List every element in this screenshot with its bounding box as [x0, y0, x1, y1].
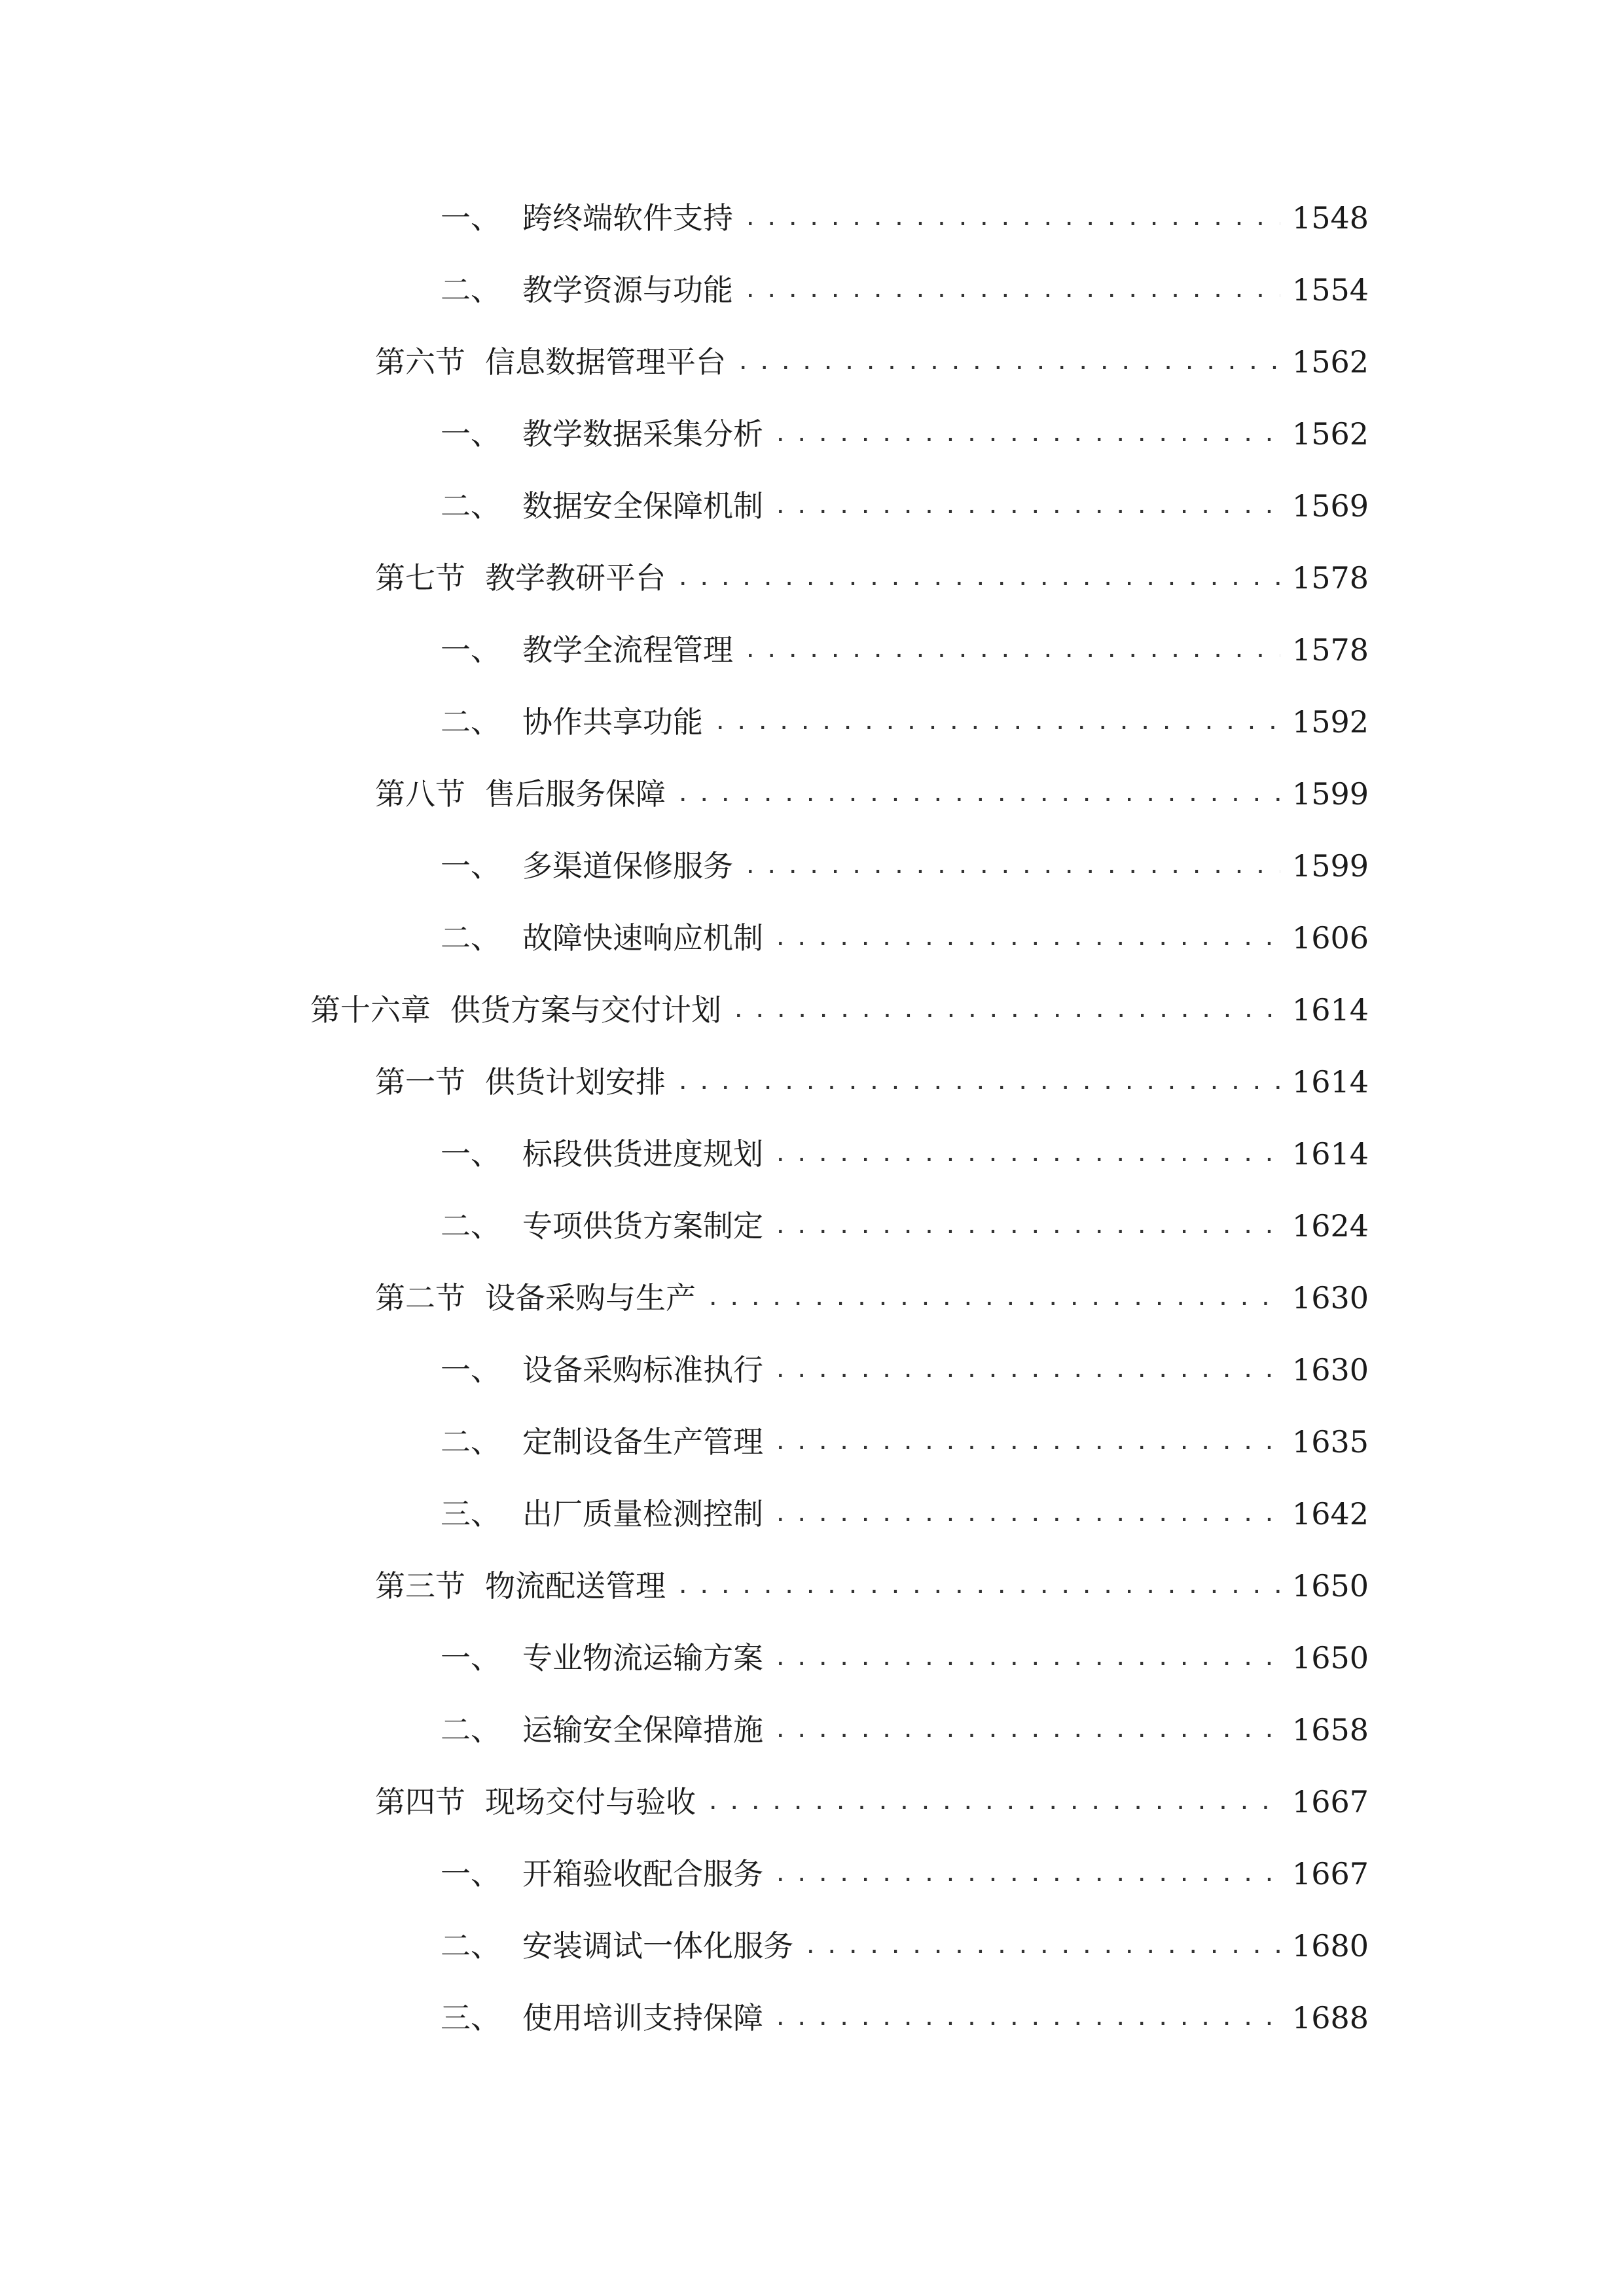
toc-entry-page-number: 1614	[1291, 1136, 1369, 1172]
dot-leader	[793, 1923, 1280, 1969]
toc-entry-page-number: 1562	[1291, 344, 1369, 380]
toc-entry-title: 物流配送管理	[485, 1568, 666, 1604]
toc-entry-page-number: 1667	[1291, 1784, 1369, 1820]
toc-entry-number: 一、	[441, 1640, 501, 1676]
toc-entry[interactable]	[441, 627, 1369, 673]
toc-entry-title: 设备采购标准执行	[522, 1352, 763, 1388]
toc-entry[interactable]	[441, 1707, 1369, 1753]
dot-leader	[733, 267, 1280, 313]
toc-entry-number: 第七节	[375, 560, 465, 596]
toc-entry-page-number: 1606	[1291, 920, 1369, 956]
toc-entry-number: 二、	[441, 1712, 501, 1748]
toc-entry-page-number: 1599	[1291, 848, 1369, 884]
toc-entry[interactable]	[441, 1131, 1369, 1177]
toc-entry-title: 教学全流程管理	[522, 632, 733, 668]
dot-leader	[763, 1635, 1280, 1681]
toc-entry-title: 跨终端软件支持	[522, 200, 733, 236]
dot-leader	[666, 555, 1280, 601]
toc-entry[interactable]	[375, 1275, 1369, 1321]
toc-entry[interactable]	[441, 699, 1369, 745]
toc-entry-title: 标段供货进度规划	[522, 1136, 763, 1172]
toc-entry-title: 教学数据采集分析	[522, 416, 763, 452]
toc-entry[interactable]	[441, 195, 1369, 241]
toc-entry-title: 教学教研平台	[485, 560, 666, 596]
dot-leader	[726, 339, 1280, 385]
toc-entry-page-number: 1680	[1291, 1928, 1369, 1964]
toc-entry-number: 二、	[441, 1208, 501, 1244]
toc-entry[interactable]	[441, 1491, 1369, 1537]
toc-entry-title: 专项供货方案制定	[522, 1208, 763, 1244]
toc-entry-page-number: 1578	[1291, 632, 1369, 668]
toc-entry-number: 二、	[441, 488, 501, 524]
toc-entry[interactable]	[441, 1851, 1369, 1897]
toc-entry-number: 第一节	[375, 1064, 465, 1100]
toc-entry-title: 信息数据管理平台	[485, 344, 726, 380]
toc-entry-title: 供货方案与交付计划	[450, 992, 721, 1028]
dot-leader	[763, 1347, 1280, 1393]
dot-leader	[763, 1851, 1280, 1897]
dot-leader	[696, 1779, 1280, 1825]
toc-entry-number: 三、	[441, 2000, 501, 2036]
toc-entry-number: 三、	[441, 1496, 501, 1532]
dot-leader	[733, 843, 1280, 889]
toc-entry-title: 设备采购与生产	[485, 1280, 696, 1316]
dot-leader	[763, 483, 1280, 529]
toc-entry[interactable]	[441, 1203, 1369, 1249]
toc-entry[interactable]	[375, 1059, 1369, 1105]
toc-entry-number: 第十六章	[310, 992, 431, 1028]
toc-entry-page-number: 1592	[1291, 704, 1369, 740]
toc-entry-title: 安装调试一体化服务	[522, 1928, 793, 1964]
toc-entry-page-number: 1624	[1291, 1208, 1369, 1244]
toc-entry-title: 协作共享功能	[522, 704, 703, 740]
toc-chapter-entry[interactable]	[310, 987, 1369, 1033]
toc-entry-number: 二、	[441, 920, 501, 956]
toc-entry[interactable]	[441, 267, 1369, 313]
toc-entry-number: 二、	[441, 272, 501, 308]
toc-entry-number: 二、	[441, 1928, 501, 1964]
toc-entry[interactable]	[375, 1779, 1369, 1825]
toc-entry-number: 一、	[441, 1352, 501, 1388]
toc-entry-title: 故障快速响应机制	[522, 920, 763, 956]
toc-entry-page-number: 1578	[1291, 560, 1369, 596]
toc-entry[interactable]	[441, 843, 1369, 889]
toc-entry-title: 数据安全保障机制	[522, 488, 763, 524]
dot-leader	[763, 411, 1280, 457]
dot-leader	[763, 1707, 1280, 1753]
toc-entry-number: 一、	[441, 1856, 501, 1892]
toc-entry-page-number: 1548	[1291, 200, 1369, 236]
toc-entry-title: 多渠道保修服务	[522, 848, 733, 884]
dot-leader	[733, 195, 1280, 241]
toc-entry-page-number: 1614	[1291, 992, 1369, 1028]
dot-leader	[696, 1275, 1280, 1321]
toc-entry-page-number: 1650	[1291, 1568, 1369, 1604]
dot-leader	[763, 1419, 1280, 1465]
dot-leader	[733, 627, 1280, 673]
toc-entry-title: 使用培训支持保障	[522, 2000, 763, 2036]
toc-entry[interactable]	[375, 555, 1369, 601]
toc-entry-title: 现场交付与验收	[485, 1784, 696, 1820]
toc-entry-page-number: 1614	[1291, 1064, 1369, 1100]
toc-entry-title: 出厂质量检测控制	[522, 1496, 763, 1532]
toc-entry-number: 一、	[441, 200, 501, 236]
toc-entry[interactable]	[441, 483, 1369, 529]
dot-leader	[763, 1203, 1280, 1249]
toc-entry-page-number: 1554	[1291, 272, 1369, 308]
toc-entry-title: 定制设备生产管理	[522, 1424, 763, 1460]
toc-entry[interactable]	[375, 771, 1369, 817]
toc-entry-number: 一、	[441, 848, 501, 884]
toc-entry-number: 第四节	[375, 1784, 465, 1820]
toc-entry-title: 供货计划安排	[485, 1064, 666, 1100]
toc-entry-page-number: 1630	[1291, 1280, 1369, 1316]
dot-leader	[763, 1995, 1280, 2041]
dot-leader	[763, 1131, 1280, 1177]
toc-entry-number: 第二节	[375, 1280, 465, 1316]
toc-entry-number: 二、	[441, 1424, 501, 1460]
toc-entry[interactable]	[441, 1347, 1369, 1393]
toc-entry-number: 一、	[441, 416, 501, 452]
dot-leader	[721, 987, 1280, 1033]
dot-leader	[763, 915, 1280, 961]
toc-entry-page-number: 1569	[1291, 488, 1369, 524]
dot-leader	[763, 1491, 1280, 1537]
toc-entry-title: 售后服务保障	[485, 776, 666, 812]
toc-entry-number: 第三节	[375, 1568, 465, 1604]
toc-entry-number: 第六节	[375, 344, 465, 380]
toc-entry-title: 开箱验收配合服务	[522, 1856, 763, 1892]
toc-entry-title: 运输安全保障措施	[522, 1712, 763, 1748]
toc-entry-page-number: 1667	[1291, 1856, 1369, 1892]
dot-leader	[666, 771, 1280, 817]
toc-entry-number: 一、	[441, 1136, 501, 1172]
toc-entry-number: 第八节	[375, 776, 465, 812]
toc-entry-page-number: 1658	[1291, 1712, 1369, 1748]
toc-entry-page-number: 1688	[1291, 2000, 1369, 2036]
toc-entry-title: 教学资源与功能	[522, 272, 733, 308]
toc-entry[interactable]	[441, 411, 1369, 457]
toc-entry-page-number: 1635	[1291, 1424, 1369, 1460]
toc-entry[interactable]	[441, 1923, 1369, 1969]
toc-entry-number: 一、	[441, 632, 501, 668]
toc-entry[interactable]	[441, 1995, 1369, 2041]
toc-entry[interactable]	[375, 339, 1369, 385]
toc-entry-page-number: 1650	[1291, 1640, 1369, 1676]
dot-leader	[666, 1563, 1280, 1609]
toc-entry[interactable]	[375, 1563, 1369, 1609]
toc-entry[interactable]	[441, 1419, 1369, 1465]
toc-entry-page-number: 1642	[1291, 1496, 1369, 1532]
toc-entry[interactable]	[441, 1635, 1369, 1681]
toc-entry[interactable]	[441, 915, 1369, 961]
toc-entry-title: 专业物流运输方案	[522, 1640, 763, 1676]
toc-entry-page-number: 1562	[1291, 416, 1369, 452]
dot-leader	[666, 1059, 1280, 1105]
toc-entry-number: 二、	[441, 704, 501, 740]
toc-entry-page-number: 1599	[1291, 776, 1369, 812]
toc-entry-page-number: 1630	[1291, 1352, 1369, 1388]
dot-leader	[703, 699, 1280, 745]
